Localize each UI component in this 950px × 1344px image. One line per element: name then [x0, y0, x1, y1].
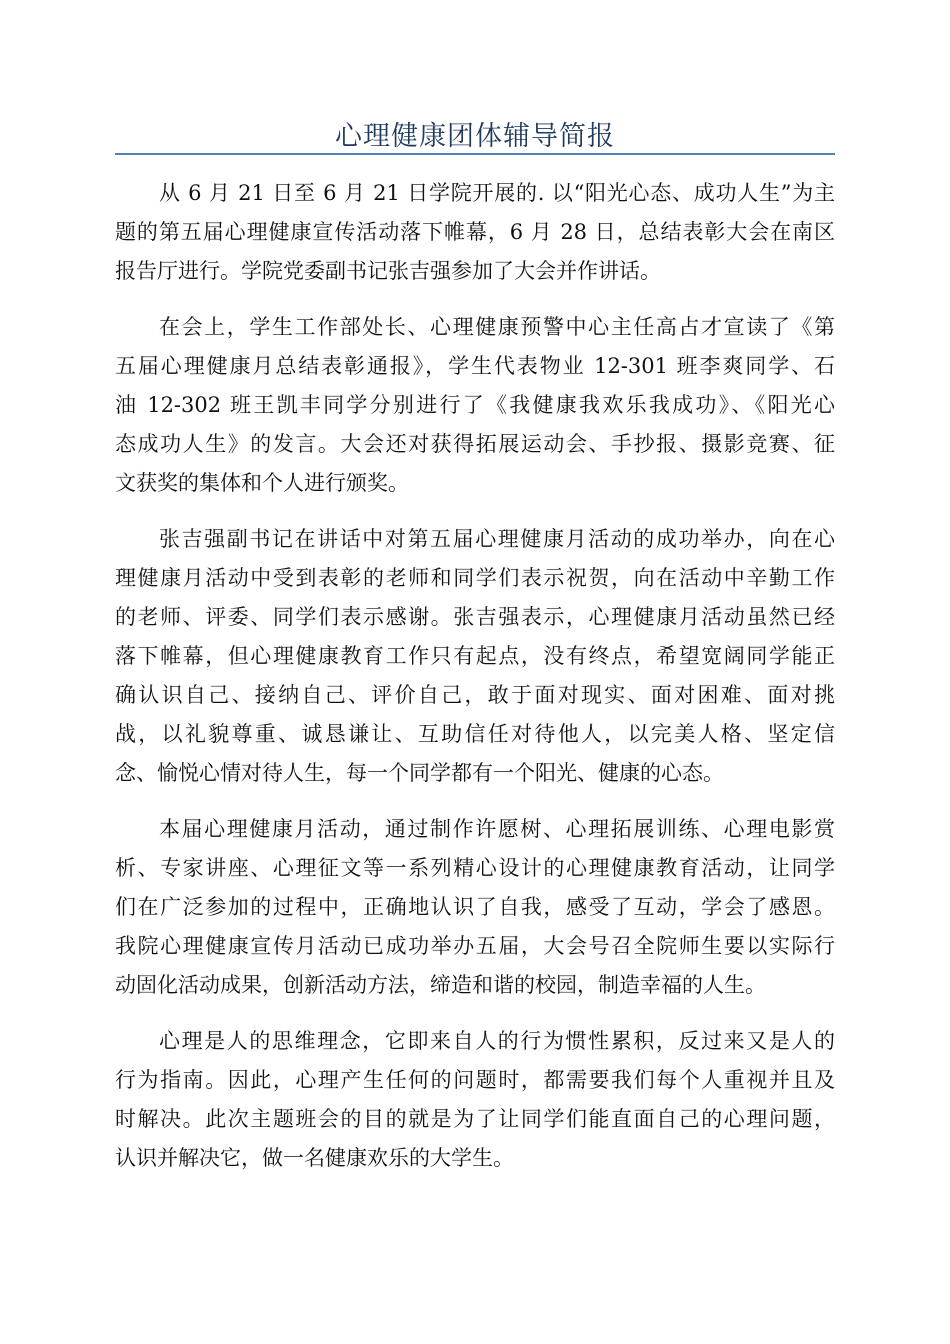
paragraph-line: 本届心理健康月活动，通过制作许愿树、心理拓展训练、心理电影赏: [159, 817, 835, 841]
paragraph-line: 析、专家讲座、心理征文等一系列精心设计的心理健康教育活动，让同学: [115, 856, 835, 880]
paragraph-line: 认识并解决它，做一名健康欢乐的大学生。: [115, 1146, 514, 1170]
paragraph-line: 时解决。此次主题班会的目的就是为了让同学们能直面自己的心理问题，: [115, 1107, 835, 1131]
paragraph: [115, 1022, 835, 1178]
title-underline: [115, 153, 835, 155]
paragraph-line: 文获奖的集体和个人进行颁奖。: [115, 471, 409, 495]
paragraph-line: 油 12-302 班王凯丰同学分别进行了《我健康我欢乐我成功》、《阳光心: [115, 393, 835, 417]
paragraph-line: 念、愉悦心情对待人生，每一个同学都有一个阳光、健康的心态。: [115, 761, 724, 785]
paragraph-line: 我院心理健康宣传月活动已成功举办五届，大会号召全院师生要以实际行: [115, 934, 835, 958]
paragraph-line: 题的第五届心理健康宣传活动落下帷幕，6 月 28 日，总结表彰大会在南区: [115, 220, 835, 244]
paragraph-line: 行为指南。因此，心理产生任何的问题时，都需要我们每个人重视并且及: [115, 1068, 835, 1092]
paragraph-line: 报告厅进行。学院党委副书记张吉强参加了大会并作讲话。: [115, 259, 661, 283]
paragraph-line: 落下帷幕，但心理健康教育工作只有起点，没有终点，希望宽阔同学能正: [115, 644, 835, 668]
paragraph-line: 理健康月活动中受到表彰的老师和同学们表示祝贺，向在活动中辛勤工作: [115, 566, 835, 590]
paragraph-line: 从 6 月 21 日至 6 月 21 日学院开展的. 以“阳光心态、成功人生”为主: [159, 181, 835, 205]
paragraph: [115, 520, 835, 793]
paragraph: [115, 810, 835, 1005]
paragraph-line: 的老师、评委、同学们表示感谢。张吉强表示，心理健康月活动虽然已经: [115, 605, 835, 629]
document-title: 心理健康团体辅导简报: [335, 121, 615, 152]
paragraph-line: 战，以礼貌尊重、诚恳谦让、互助信任对待他人，以完美人格、坚定信: [115, 722, 835, 746]
paragraph-line: 在会上，学生工作部处长、心理健康预警中心主任高占才宣读了《第: [159, 315, 835, 339]
paragraph-line: 张吉强副书记在讲话中对第五届心理健康月活动的成功举办，向在心: [159, 527, 835, 551]
paragraph-line: 动固化活动成果，创新活动方法，缔造和谐的校园，制造幸福的人生。: [115, 973, 766, 997]
paragraph: [115, 308, 835, 503]
paragraph-line: 心理是人的思维理念，它即来自人的行为惯性累积，反过来又是人的: [159, 1029, 835, 1053]
paragraph-line: 态成功人生》的发言。大会还对获得拓展运动会、手抄报、摄影竞赛、征: [115, 432, 835, 456]
paragraph-line: 五届心理健康月总结表彰通报》，学生代表物业 12-301 班李爽同学、石: [115, 354, 835, 378]
paragraph: [115, 174, 835, 291]
paragraph-line: 们在广泛参加的过程中，正确地认识了自我，感受了互动，学会了感恩。: [115, 895, 835, 919]
document-body: [115, 174, 835, 1195]
paragraph-line: 确认识自己、接纳自己、评价自己，敢于面对现实、面对困难、面对挑: [115, 683, 835, 707]
